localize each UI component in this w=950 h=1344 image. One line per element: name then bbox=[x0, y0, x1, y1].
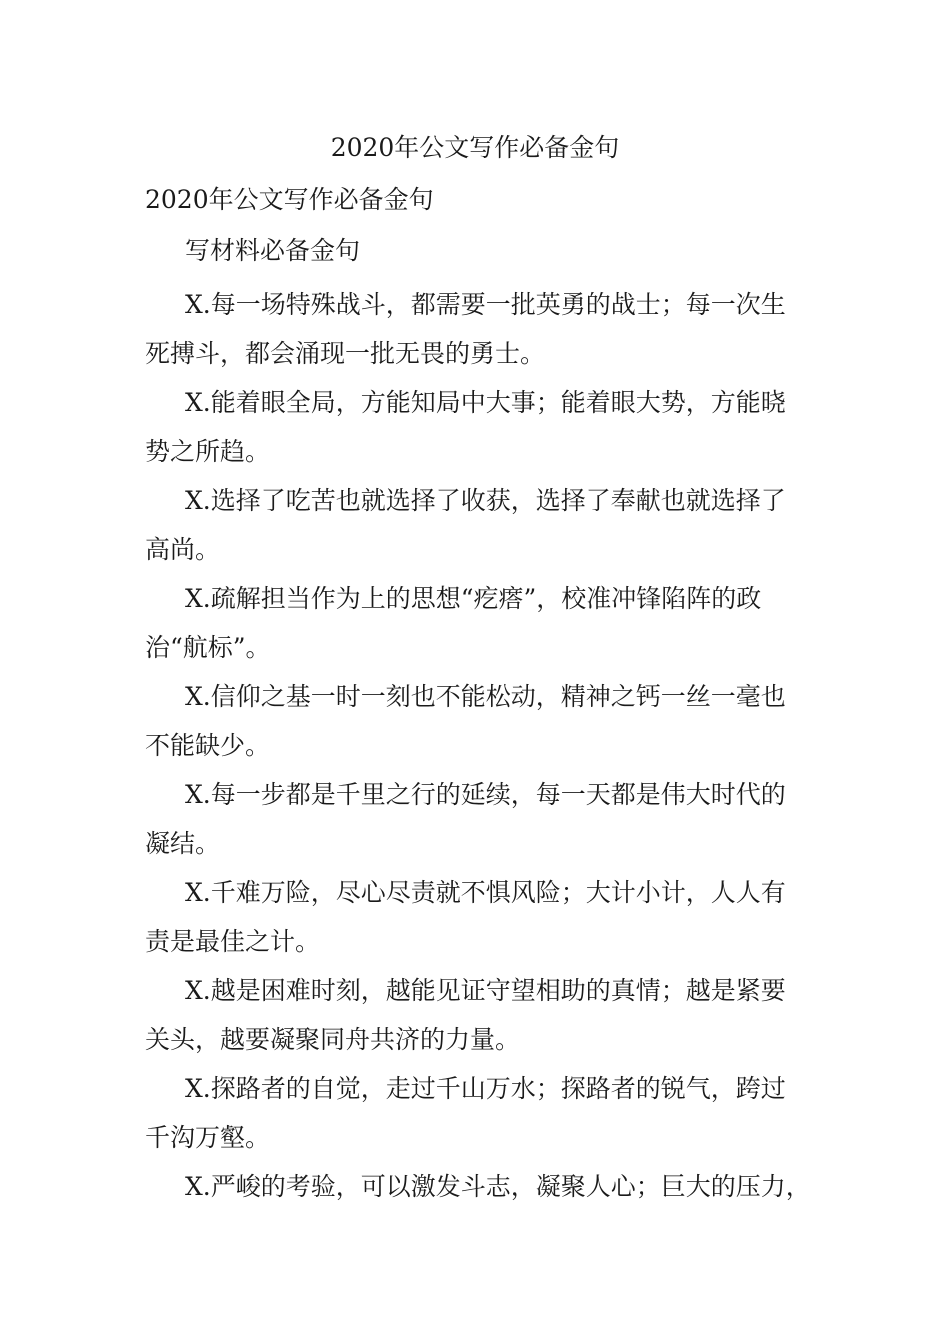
quote-line: 不能缺少。 bbox=[145, 731, 271, 760]
section-subheading: 写材料必备金句 bbox=[185, 236, 361, 265]
quote-item bbox=[145, 966, 825, 1064]
quote-item bbox=[145, 476, 825, 574]
document-heading: 2020年公文写作必备金句 bbox=[145, 185, 434, 214]
quote-line: 治“航标”。 bbox=[145, 633, 271, 662]
quote-item bbox=[145, 1064, 825, 1162]
quote-item bbox=[145, 574, 825, 672]
quote-line: 高尚。 bbox=[145, 535, 221, 564]
quote-line: 势之所趋。 bbox=[145, 437, 271, 466]
quote-line: X.每一场特殊战斗，都需要一批英勇的战士；每一次生 bbox=[185, 290, 786, 319]
quote-line: X.能着眼全局，方能知局中大事；能着眼大势，方能晓 bbox=[185, 388, 786, 417]
quote-line: X.选择了吃苦也就选择了收获，选择了奉献也就选择了 bbox=[185, 486, 786, 515]
quote-line: 关头，越要凝聚同舟共济的力量。 bbox=[145, 1025, 521, 1054]
quote-line: X.千难万险，尽心尽责就不惧风险；大计小计，人人有 bbox=[185, 878, 786, 907]
quote-item bbox=[145, 1162, 825, 1260]
quote-line: X.越是困难时刻，越能见证守望相助的真情；越是紧要 bbox=[185, 976, 786, 1005]
quote-item bbox=[145, 770, 825, 868]
quote-line: 责是最佳之计。 bbox=[145, 927, 321, 956]
quote-item bbox=[145, 868, 825, 966]
page-title: 2020年公文写作必备金句 bbox=[330, 133, 620, 162]
quote-item bbox=[145, 672, 825, 770]
quote-item bbox=[145, 280, 825, 378]
quote-line: X.探路者的自觉，走过千山万水；探路者的锐气，跨过 bbox=[185, 1074, 786, 1103]
quote-line: 死搏斗，都会涌现一批无畏的勇士。 bbox=[145, 339, 546, 368]
quote-line bbox=[145, 1211, 825, 1260]
quote-line: X.严峻的考验，可以激发斗志，凝聚人心；巨大的压力， bbox=[185, 1172, 811, 1201]
quote-line: 凝结。 bbox=[145, 829, 221, 858]
quote-line: X.疏解担当作为上的思想“疙瘩”，校准冲锋陷阵的政 bbox=[185, 584, 762, 613]
quote-line: X.信仰之基一时一刻也不能松动，精神之钙一丝一毫也 bbox=[185, 682, 786, 711]
quote-list bbox=[145, 280, 825, 1260]
quote-line: 千沟万壑。 bbox=[145, 1123, 271, 1152]
quote-item bbox=[145, 378, 825, 476]
quote-line: X.每一步都是千里之行的延续，每一天都是伟大时代的 bbox=[185, 780, 786, 809]
